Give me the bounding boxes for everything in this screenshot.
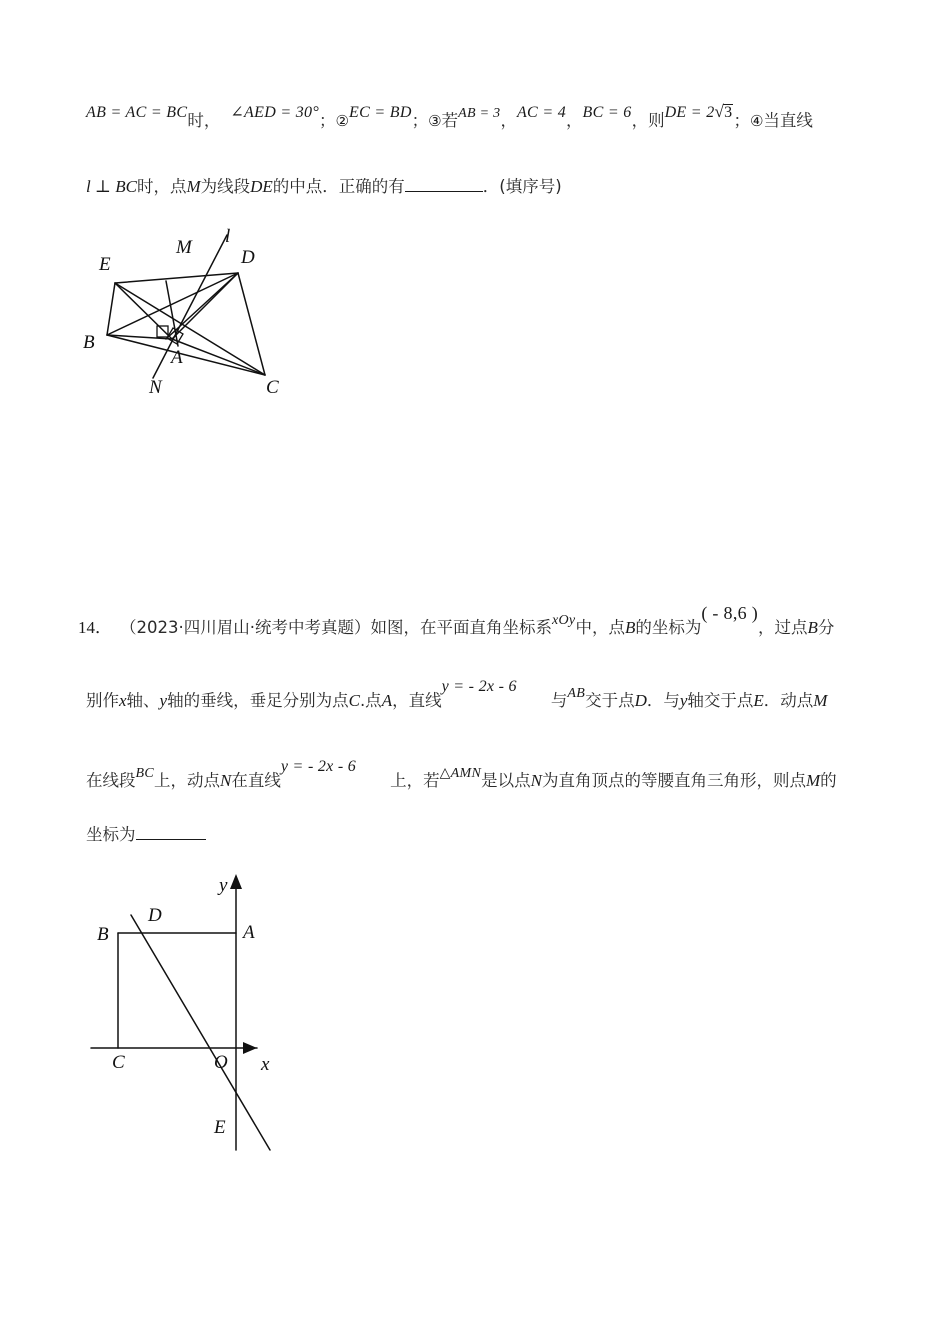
text-shi-1: 时， [187, 111, 221, 130]
var-m-1: M [813, 691, 828, 710]
p14-l2-t1: 别作 [86, 691, 119, 710]
semicolon-1: ； [319, 111, 336, 130]
text-shi-2: 时，点 [136, 177, 187, 196]
p14-l2-t7: 交于点 [585, 691, 635, 710]
figure1-label-D: D [241, 247, 255, 268]
problem14-source: （2023·四川眉山·统考中考真题） [120, 618, 371, 637]
comma-1: ， [500, 111, 517, 130]
eq-ab-ac-bc: AB = AC = BC [86, 104, 188, 121]
problem14-line1 [78, 603, 835, 637]
figure2-axis-x-label: x [261, 1054, 270, 1075]
var-n-1: N [220, 771, 232, 790]
var-d: D [634, 691, 647, 710]
marker-3: ③ [428, 112, 442, 130]
eq-line-1: y = - 2x - 6 [441, 678, 517, 695]
figure1-label-C: C [266, 377, 279, 395]
eq-ab-3: AB = 3 [458, 106, 501, 121]
problem14-line4 [86, 826, 206, 844]
figure2-axis-y-label: y [219, 875, 228, 896]
p14-l2-t4: .点 [359, 691, 382, 710]
p14-l2-t2: 轴、 [126, 691, 160, 710]
marker-2: ② [335, 112, 349, 130]
var-y: y [159, 691, 168, 710]
eq-l-perp-bc: l ⊥ BC [86, 177, 137, 196]
y-axis-arrow-icon [230, 874, 242, 889]
answer-blank-14[interactable] [136, 826, 206, 840]
var-de: DE [250, 177, 273, 196]
p14-l3-t1: 在线段 [86, 771, 136, 790]
sqrt-radicand: 3 [724, 104, 733, 121]
eq-line-2: y = - 2x - 6 [280, 758, 357, 775]
eq-ac-4: AC = 4 [516, 104, 567, 121]
figure-geometry-triangle [75, 215, 305, 395]
comma-3: ， [631, 111, 649, 130]
figure2-label-E: E [214, 1117, 226, 1138]
p14-l1-t4: ，过点 [758, 618, 808, 637]
problem14-line2 [86, 678, 828, 710]
var-b-2: B [807, 618, 818, 637]
problem13-line1 [86, 102, 813, 130]
figure1-label-B: B [83, 332, 95, 353]
figure2-label-C: C [112, 1052, 125, 1073]
text-ze: 则 [648, 111, 665, 130]
var-a: A [381, 691, 393, 710]
p14-l2-t10: ．动点 [763, 691, 814, 710]
eq-de-value [665, 103, 734, 121]
var-b-1: B [624, 618, 636, 637]
p14-l3-t6: 为直角顶点的等腰直角三角形，则点 [541, 771, 806, 790]
p14-l3-t4: 上，若 [390, 771, 440, 790]
var-m: M [186, 177, 201, 196]
figure2-label-B: B [97, 924, 109, 945]
var-e: E [753, 691, 764, 710]
p14-l2-t3: 轴的垂线，垂足分别为点 [167, 691, 349, 710]
semicolon-3: ； [733, 111, 750, 130]
p14-l1-t3: 的坐标为 [635, 618, 702, 637]
p14-l2-t6: 与 [550, 691, 568, 710]
marker-4: ④ [749, 112, 764, 130]
eq-triangle-amn: △AMN [439, 766, 482, 781]
eq-ec-bd: EC = BD [349, 104, 412, 121]
figure-coordinate-plane [85, 858, 315, 1168]
sqrt-group [715, 103, 734, 121]
figure1-label-M: M [176, 237, 192, 258]
figure1-label-l: l [225, 226, 231, 247]
problem14-line3 [86, 758, 837, 790]
p14-l3-t3: 在直线 [231, 771, 281, 790]
text-mid-1: 为线段 [200, 177, 251, 196]
x-axis-arrow-icon [243, 1042, 257, 1054]
p14-l2-t9: 轴交于点 [687, 691, 754, 710]
var-x: x [119, 691, 127, 710]
figure2-label-D: D [148, 905, 162, 926]
text-ruo: 若 [441, 111, 459, 130]
eq-coord-b: ( - 8,6 ) [701, 603, 759, 623]
eq-bc-seg: BC [135, 766, 154, 781]
eq-angle-aed: ∠AED = 30° [230, 104, 320, 121]
semicolon-2: ； [411, 111, 429, 130]
text-dang-zhixian: 当直线 [763, 111, 813, 130]
text-end-13: ．(填序号) [482, 177, 562, 196]
var-n-2: N [530, 771, 542, 790]
var-m-2: M [805, 771, 821, 790]
p14-l2-t8: ．与 [646, 691, 680, 710]
problem13-line2 [86, 178, 562, 196]
comma-2: ， [566, 111, 583, 130]
var-c: C [348, 691, 360, 710]
p14-l1-t1: 如图，在平面直角坐标系 [370, 618, 552, 637]
answer-blank-13[interactable] [405, 178, 483, 192]
eq-xoy: xOy [551, 613, 576, 628]
figure1-label-E: E [99, 254, 111, 275]
figure2-label-A: A [243, 922, 255, 943]
p14-l3-t7: 的 [820, 771, 837, 790]
text-mid-2: 的中点．正确的有 [272, 177, 405, 196]
eq-bc-6: BC = 6 [582, 104, 632, 121]
figure2-label-O: O [214, 1052, 228, 1073]
var-y-2: y [679, 691, 688, 710]
eq-ab-seg: AB [567, 686, 586, 701]
p14-l3-t5: 是以点 [481, 771, 531, 790]
sqrt-radical-icon: √ [714, 102, 725, 121]
figure1-label-N: N [149, 377, 162, 395]
p14-l4-t1: 坐标为 [86, 825, 136, 844]
p14-l1-t2: 中，点 [575, 618, 625, 637]
problem14-number: 14． [78, 618, 112, 637]
p14-l2-t5: ，直线 [392, 691, 442, 710]
p14-l1-t5: 分 [817, 618, 835, 637]
p14-l3-t2: 上，动点 [154, 771, 220, 790]
eq-de-prefix: DE = 2 [664, 104, 715, 121]
figure1-label-A: A [171, 347, 183, 368]
